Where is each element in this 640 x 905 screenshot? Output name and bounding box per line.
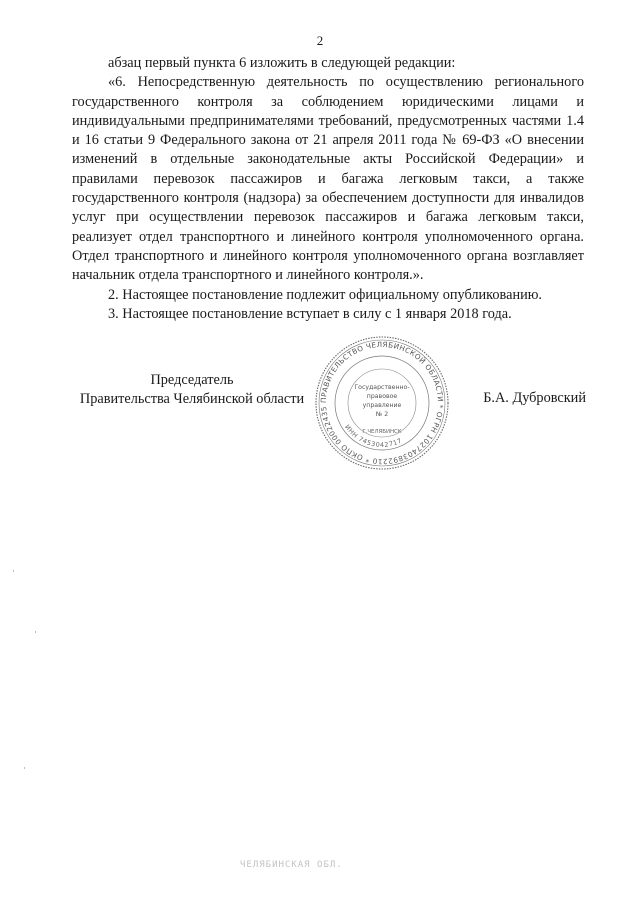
seal-center-line3: управление [362,402,402,409]
signatory-position [72,371,312,409]
seal-inner-text: ИНН 7453042717 [343,423,404,450]
paragraph-effective-date: 3. Настоящее постановление вступает в силу с 1 января 2018 года. [108,305,512,322]
seal-center-line1: Государственно- [354,384,410,391]
seal-outer-text: ПРАВИТЕЛЬСТВО ЧЕЛЯБИНСКОЙ ОБЛАСТИ * ОГРН 1027403892210 * ОКПО 00022435 [318,339,446,467]
paragraph-publication: 2. Настоящее постановление подлежит официальному опубликованию. [108,286,543,303]
seal-bottom-word: Г.ЧЕЛЯБИНСК [362,429,402,435]
signatory-position-line1: Председатель [150,372,234,388]
document-body [72,54,584,324]
footer-watermark: ЧЕЛЯБИНСКАЯ ОБЛ. [240,860,343,870]
seal-center-line2: правовое [366,393,398,400]
seal-center-line4: № 2 [375,411,389,418]
paragraph-intro: абзац первый пункта 6 изложить в следующей редакции: [108,55,456,71]
official-seal [312,333,452,473]
signatory-name: Б.А. Дубровский [483,390,586,406]
paragraph-quoted-clause: «6. Непосредственную деятельность по осуществлению регионального государственного контроля за соблюдением юридическими лицами и индивидуальными предпринимателями требований, предусмотренных частями 1.4 и 16 статьи 9 Федерального закона от 21 апреля 2011 года № 69-ФЗ «О внесении изменений в отдельные законодательные акты Российской Федерации» и правилами перевозок пассажиров и багажа легковым такси, а также государственного контроля (надзора) за обеспечением доступности для инвалидов услуг при осуществлении перевозок пассажиров и багажа легковым такси, реализует отдел транспортного и линейного контроля уполномоченного органа. Отдел транспортного и линейного контроля уполномоченного органа возглавляет начальник отдела транспортного и линейного контроля.». [72,74,584,284]
signatory-position-line2: Правительства Челябинской области [79,391,305,407]
page-number: 2 [316,33,324,48]
